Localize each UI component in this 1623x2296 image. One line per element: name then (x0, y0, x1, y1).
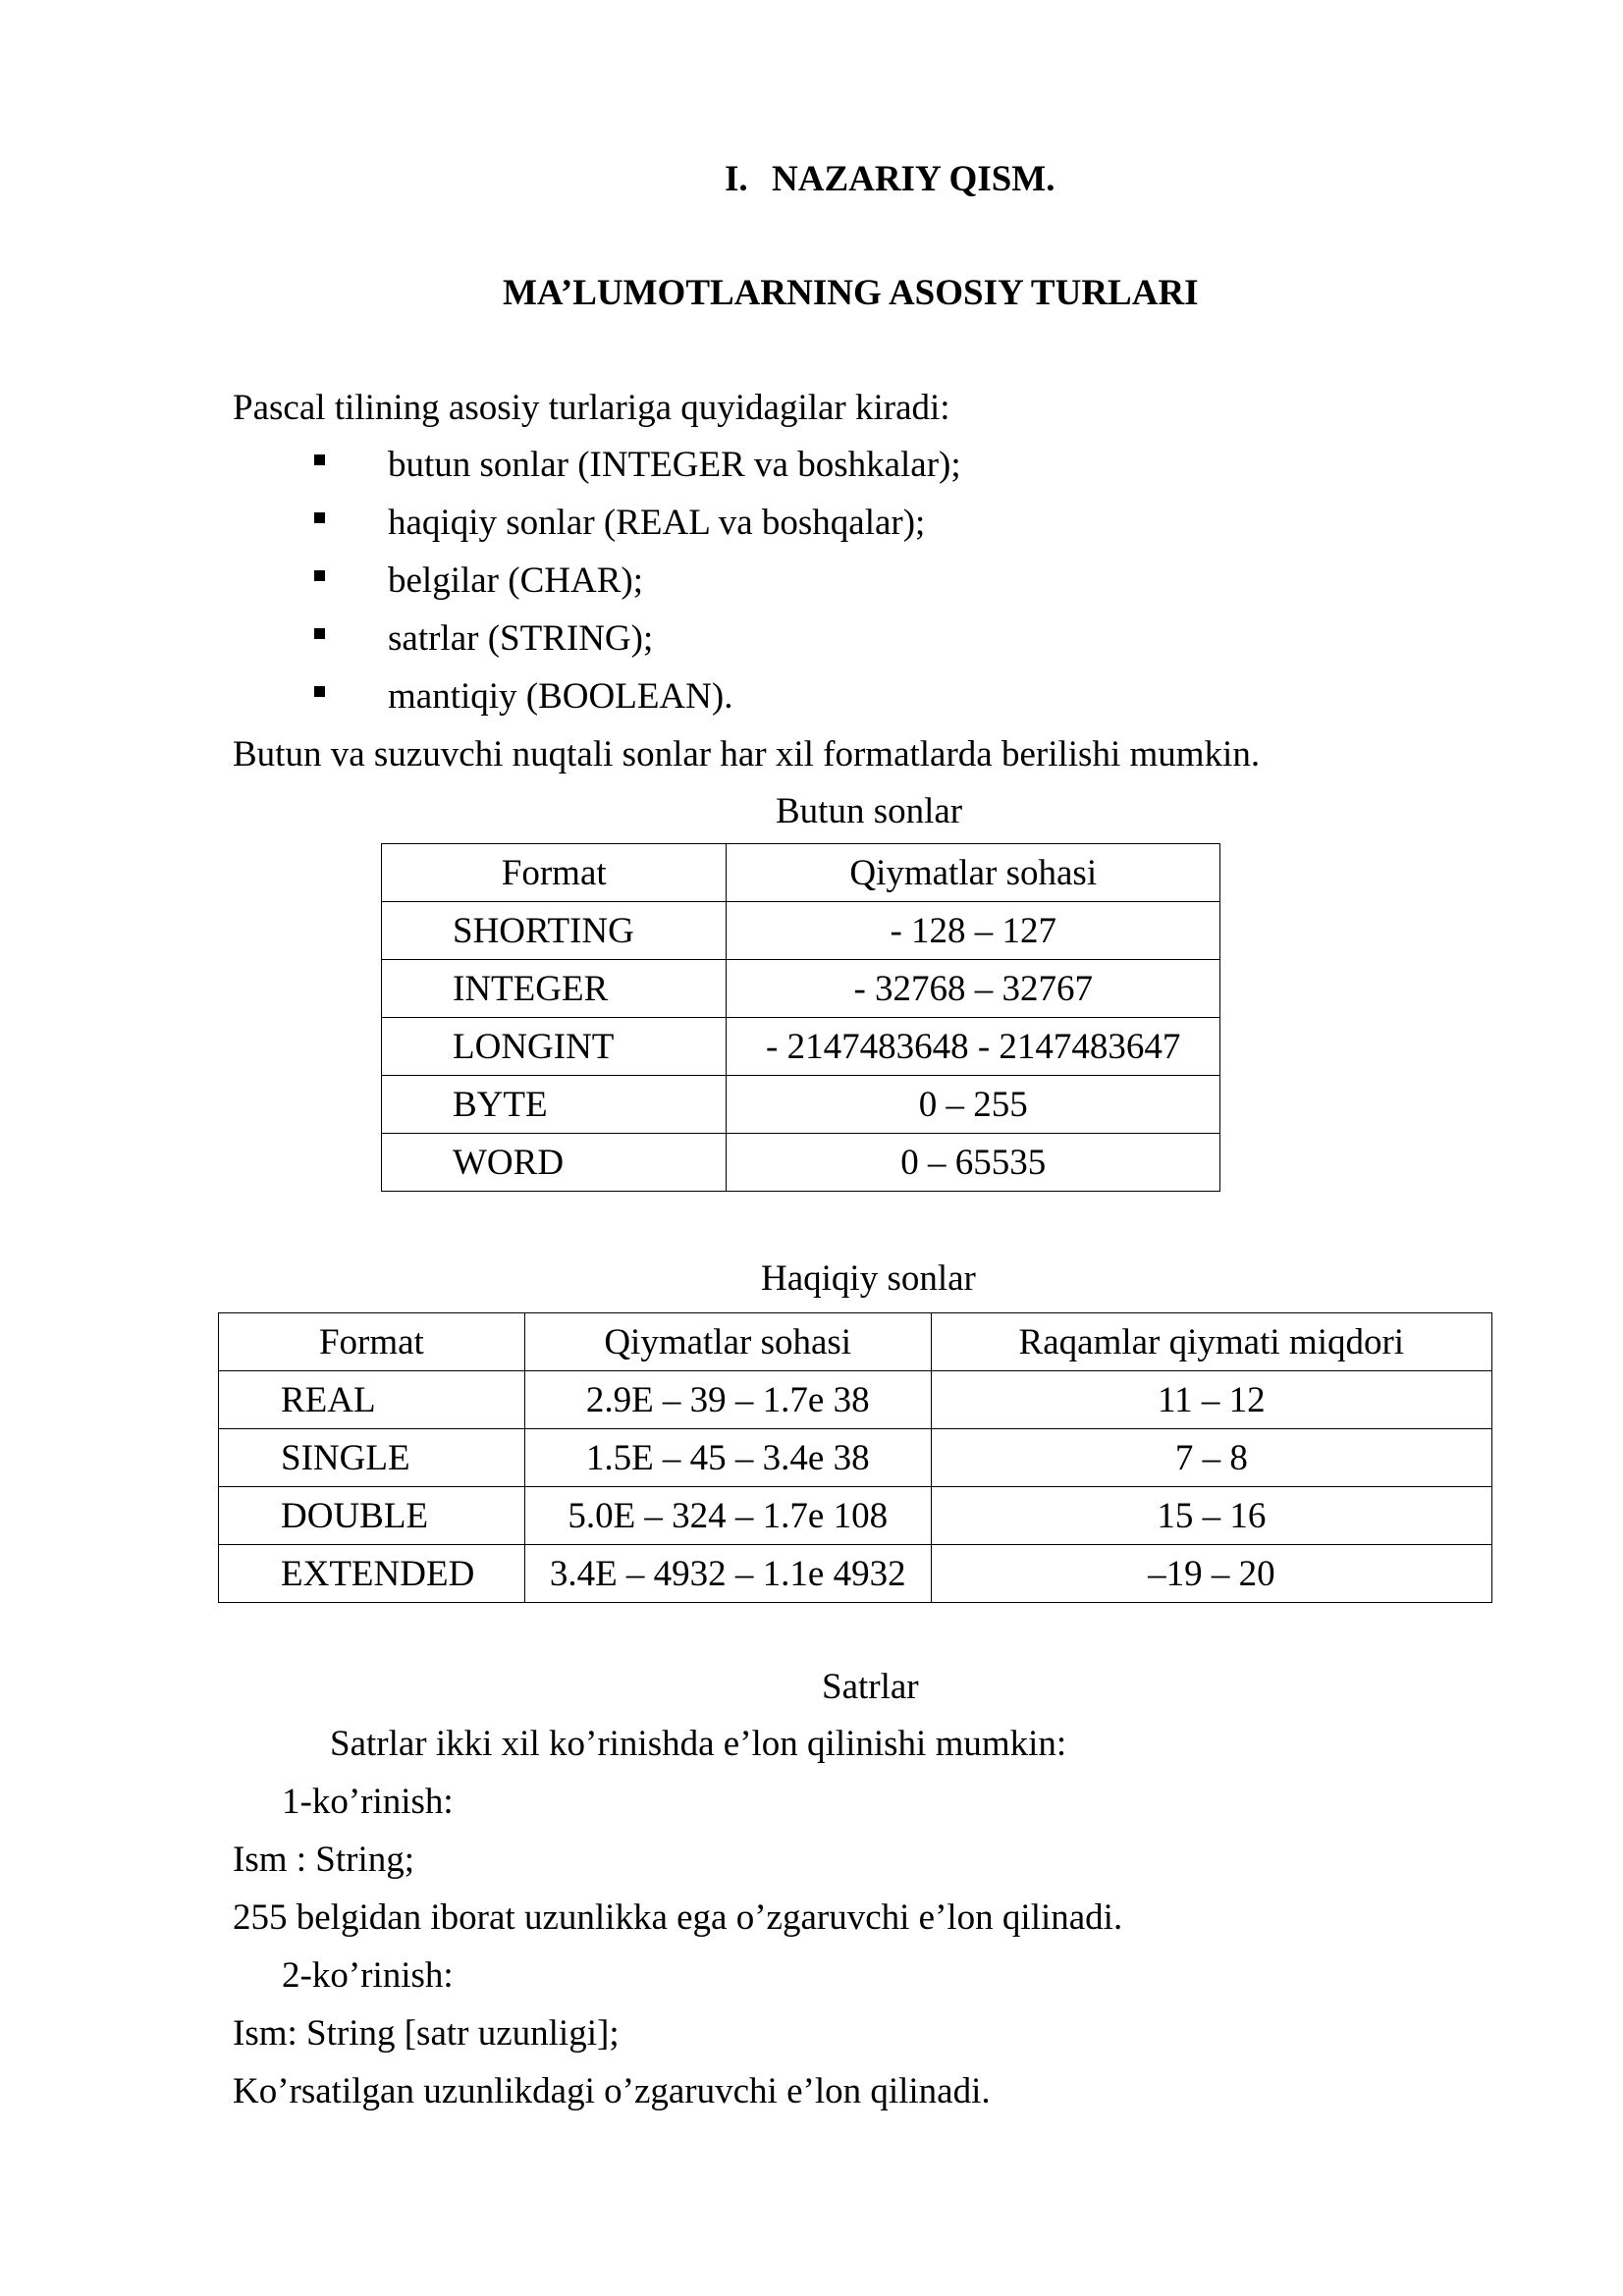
section-number: I. (725, 159, 748, 199)
table-row (219, 1371, 1492, 1429)
variant2-description: Ko’rsatilgan uzunlikdagi o’zgaruvchi e’lon qilinadi. (233, 2071, 991, 2111)
format-cell: SHORTING (382, 902, 727, 960)
digits-cell: 7 – 8 (931, 1429, 1491, 1487)
chapter-title: MA’LUMOTLARNING ASOSIY TURLARI (503, 273, 1199, 313)
bullet-item: haqiqiy sonlar (REAL va boshqalar); (388, 503, 926, 543)
real-table (218, 1312, 1492, 1603)
range-cell: 1.5E – 45 – 3.4e 38 (524, 1429, 931, 1487)
intro-paragraph: Pascal tilining asosiy turlariga quyidagilar kiradi: (233, 388, 950, 428)
digits-cell: 15 – 16 (931, 1487, 1491, 1545)
range-cell: - 2147483648 - 2147483647 (727, 1018, 1220, 1076)
section-title: NAZARIY QISM. (772, 159, 1055, 199)
bullet-item: mantiqiy (BOOLEAN). (388, 676, 733, 717)
table-row (382, 960, 1220, 1018)
table-row (219, 1429, 1492, 1487)
header-cell: Qiymatlar sohasi (524, 1313, 931, 1371)
table-header-row (219, 1313, 1492, 1371)
format-cell: EXTENDED (219, 1545, 525, 1603)
variant1-code: Ism : String; (233, 1840, 415, 1880)
variant2-label: 2-ko’rinish: (282, 1955, 454, 1996)
variant1-label: 1-ko’rinish: (282, 1782, 454, 1822)
header-cell: Format (219, 1313, 525, 1371)
variant1-description: 255 belgidan iborat uzunlikka ega o’zgaruvchi e’lon qilinadi. (233, 1897, 1123, 1938)
header-cell: Format (382, 844, 727, 902)
integer-table (381, 843, 1220, 1192)
bullet-item: butun sonlar (INTEGER va boshkalar); (388, 445, 961, 485)
table-row (382, 1076, 1220, 1134)
table-header-row (382, 844, 1220, 902)
bullet-marker (314, 454, 325, 465)
format-cell: INTEGER (382, 960, 727, 1018)
range-cell: 5.0E – 324 – 1.7e 108 (524, 1487, 931, 1545)
table-row (219, 1487, 1492, 1545)
variant2-code: Ism: String [satr uzunligi]; (233, 2013, 620, 2054)
digits-cell: 11 – 12 (931, 1371, 1491, 1429)
header-cell: Qiymatlar sohasi (727, 844, 1220, 902)
table-row (382, 1018, 1220, 1076)
integer-table-caption: Butun sonlar (776, 791, 963, 831)
range-cell: - 32768 – 32767 (727, 960, 1220, 1018)
digits-cell: –19 – 20 (931, 1545, 1491, 1603)
strings-intro: Satrlar ikki xil ko’rinishda e’lon qilinishi mumkin: (330, 1724, 1067, 1764)
format-cell: LONGINT (382, 1018, 727, 1076)
range-cell: 3.4E – 4932 – 1.1e 4932 (524, 1545, 931, 1603)
table-row (219, 1545, 1492, 1603)
bullet-item: satrlar (STRING); (388, 618, 654, 659)
bullet-marker (314, 686, 325, 697)
format-cell: DOUBLE (219, 1487, 525, 1545)
range-cell: - 128 – 127 (727, 902, 1220, 960)
bullet-marker (314, 570, 325, 581)
format-cell: BYTE (382, 1076, 727, 1134)
range-cell: 2.9E – 39 – 1.7e 38 (524, 1371, 931, 1429)
formats-note: Butun va suzuvchi nuqtali sonlar har xil formatlarda berilishi mumkin. (233, 734, 1261, 774)
table-row (382, 1134, 1220, 1192)
range-cell: 0 – 255 (727, 1076, 1220, 1134)
format-cell: SINGLE (219, 1429, 525, 1487)
table-row (382, 902, 1220, 960)
bullet-item: belgilar (CHAR); (388, 561, 643, 601)
header-cell: Raqamlar qiymati miqdori (931, 1313, 1491, 1371)
range-cell: 0 – 65535 (727, 1134, 1220, 1192)
format-cell: REAL (219, 1371, 525, 1429)
strings-heading: Satrlar (822, 1667, 919, 1707)
real-table-caption: Haqiqiy sonlar (761, 1258, 976, 1299)
bullet-marker (314, 628, 325, 639)
format-cell: WORD (382, 1134, 727, 1192)
bullet-marker (314, 512, 325, 523)
